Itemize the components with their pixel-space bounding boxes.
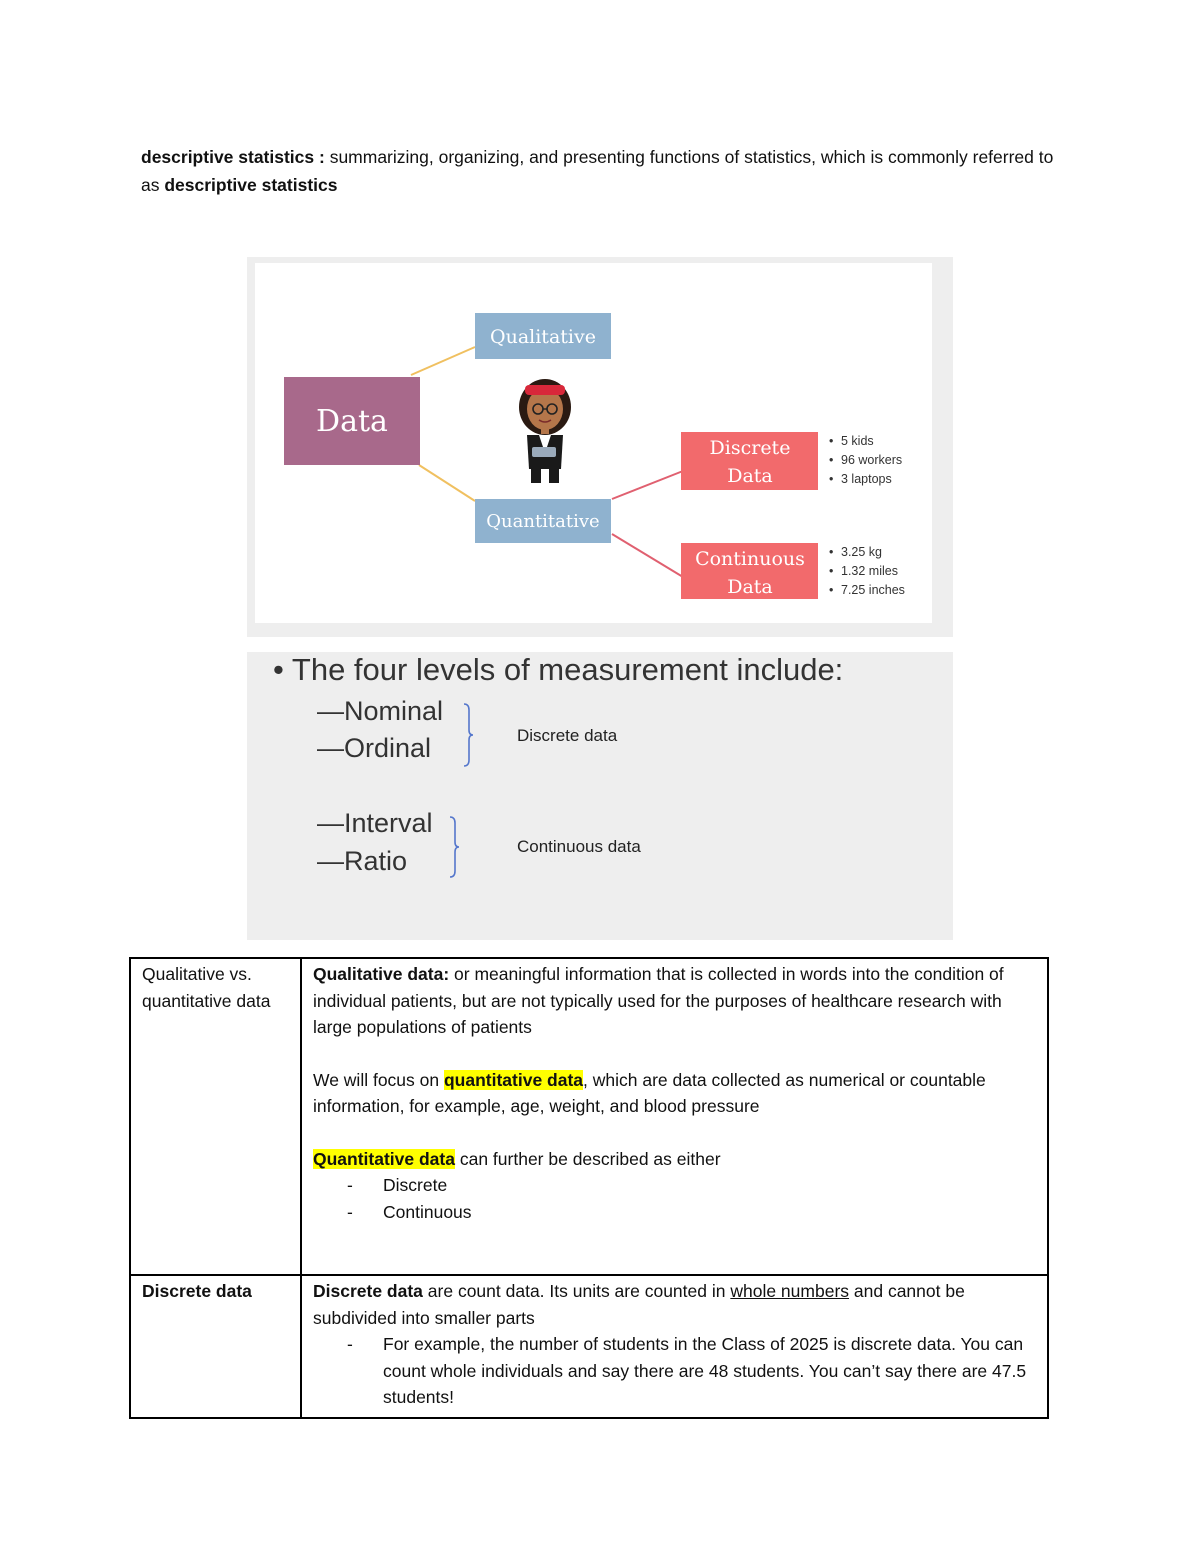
discrete-example-2: 96 workers: [841, 453, 903, 467]
diagram-svg: [247, 257, 953, 637]
level-nominal: —Nominal: [317, 696, 444, 726]
levels-title: • The four levels of measurement include:: [273, 652, 844, 687]
quantitative-label: Quantitative: [486, 511, 600, 532]
qual-text: or meaningful information that is collected in words into the condition of individual patients, but are not typically used for the purposes of healthcare research with large populations of patients: [313, 964, 1004, 1037]
continuous-example-bullet: •: [829, 545, 834, 559]
intro-term: descriptive statistics :: [141, 147, 325, 167]
quant-term-highlight: Quantitative data: [313, 1148, 455, 1169]
disc-term: Discrete data: [313, 1281, 423, 1301]
continuous-example-bullet: •: [829, 583, 834, 597]
notes-table: [129, 957, 1049, 1419]
discrete-example-bullet: •: [829, 472, 834, 486]
type-continuous: Continuous: [383, 1201, 472, 1222]
discrete-definition: [313, 1278, 1037, 1331]
focus-paragraph: [313, 1067, 1037, 1120]
intro-term-end: descriptive statistics: [164, 175, 338, 195]
quant-text: can further be described as either: [454, 1148, 721, 1169]
intro-definition: summarizing, organizing, and presenting functions of statistics, which is commonly referred to as: [141, 147, 1054, 195]
continuous-example-2: 1.32 miles: [841, 564, 898, 578]
focus-term-highlight: quantitative data: [443, 1069, 584, 1090]
discrete-line2: Data: [727, 465, 773, 487]
quantitative-types-intro: [313, 1146, 1037, 1173]
discrete-group-label: Discrete data: [517, 726, 618, 745]
intro-paragraph: [141, 143, 1071, 199]
dash-bullet: -: [347, 1334, 353, 1354]
qual-term: Qualitative data:: [313, 964, 450, 984]
discrete-line1: Discrete: [709, 437, 791, 459]
disc-underlined: whole numbers: [730, 1281, 850, 1301]
discrete-example-3: 3 laptops: [841, 472, 892, 486]
dash-bullet: -: [347, 1175, 353, 1195]
continuous-line1: Continuous: [695, 548, 805, 570]
data-root-label: Data: [316, 404, 388, 439]
continuous-example-bullet: •: [829, 564, 834, 578]
table-row: [130, 1275, 1048, 1418]
qualitative-label: Qualitative: [490, 326, 596, 348]
continuous-brace: [447, 815, 461, 879]
disc-example: For example, the number of students in the Class of 2025 is discrete data. You can count whole individuals and say there are 48 students. You can’t say there are 47.5 students!: [383, 1334, 1027, 1407]
continuous-example-1: 3.25 kg: [841, 545, 883, 559]
disc-text2: and cannot be subdivided into smaller parts: [313, 1281, 965, 1328]
data-types-diagram: [247, 257, 953, 637]
dash-bullet: -: [347, 1201, 353, 1222]
qualitative-definition: [313, 961, 1037, 1041]
row-label-qual-vs-quant: Qualitative vs. quantitative data: [130, 958, 301, 1275]
row-content-qual-vs-quant: [301, 958, 1048, 1275]
discrete-example-bullet: •: [829, 453, 834, 467]
discrete-row-label: Discrete data: [142, 1281, 252, 1301]
list-item: [313, 1199, 1037, 1226]
discrete-example-bullet: •: [829, 434, 834, 448]
discrete-example-1: 5 kids: [841, 434, 874, 448]
level-ratio: —Ratio: [317, 846, 408, 876]
focus-text: , which are data collected as numerical or countable information, for example, age, weight, and blood pressure: [313, 1069, 986, 1116]
table-row: [130, 958, 1048, 1275]
level-interval: —Interval: [317, 808, 433, 838]
discrete-brace: [461, 702, 475, 768]
disc-text1: are count data. Its units are counted in: [422, 1281, 731, 1301]
levels-of-measurement-slide: [247, 652, 953, 940]
list-item: [313, 1331, 1037, 1411]
row-content-discrete: [301, 1275, 1048, 1418]
continuous-group-label: Continuous data: [517, 837, 641, 856]
level-ordinal: —Ordinal: [317, 733, 432, 763]
continuous-line2: Data: [727, 576, 773, 598]
continuous-example-3: 7.25 inches: [841, 583, 905, 597]
list-item: [313, 1172, 1037, 1199]
focus-prefix: We will focus on: [313, 1069, 444, 1090]
type-discrete: Discrete: [383, 1175, 448, 1195]
row-label-discrete: [130, 1275, 301, 1418]
